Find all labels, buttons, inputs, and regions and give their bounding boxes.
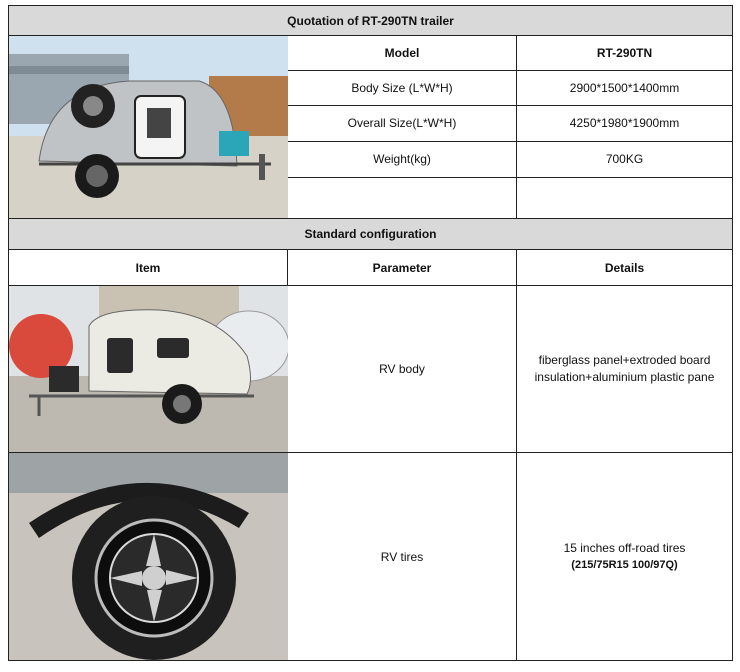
standard-config-title: Standard configuration [9, 219, 733, 250]
spec-value-overall-size: 4250*1980*1900mm [517, 106, 733, 141]
trailer-photo [9, 36, 288, 218]
spec-value-weight: 700KG [517, 141, 733, 177]
rv-tires-photo-cell [9, 453, 288, 661]
rv-body-parameter: RV body [288, 286, 517, 453]
spec-label-weight: Weight(kg) [288, 141, 517, 177]
rv-tires-details-line1: 15 inches off-road tires [563, 540, 686, 555]
rv-body-details [517, 286, 733, 453]
col-header-item: Item [9, 250, 288, 286]
quotation-table [8, 5, 733, 661]
trailer-photo-cell [9, 36, 288, 219]
col-header-parameter: Parameter [288, 250, 517, 286]
rv-body-photo [9, 286, 288, 452]
rv-body-details-line2: insulation+aluminium plastic pane [534, 370, 715, 384]
spec-value-body-size: 2900*1500*1400mm [517, 71, 733, 106]
spec-label-body-size: Body Size (L*W*H) [288, 71, 517, 106]
rv-body-details-line1: fiberglass panel+extroded board [538, 353, 711, 367]
spec-label-empty [288, 177, 517, 218]
spec-value-model: RT-290TN [517, 36, 733, 71]
quotation-title: Quotation of RT-290TN trailer [9, 6, 733, 36]
rv-tires-photo [9, 453, 288, 660]
col-header-details: Details [517, 250, 733, 286]
rv-tires-details [517, 453, 733, 661]
spec-label-model: Model [288, 36, 517, 71]
rv-tires-details-line2: (215/75R15 100/97Q) [571, 558, 678, 571]
spec-value-empty [517, 177, 733, 218]
spec-label-overall-size: Overall Size(L*W*H) [288, 106, 517, 141]
rv-tires-parameter: RV tires [288, 453, 517, 661]
rv-body-photo-cell [9, 286, 288, 453]
